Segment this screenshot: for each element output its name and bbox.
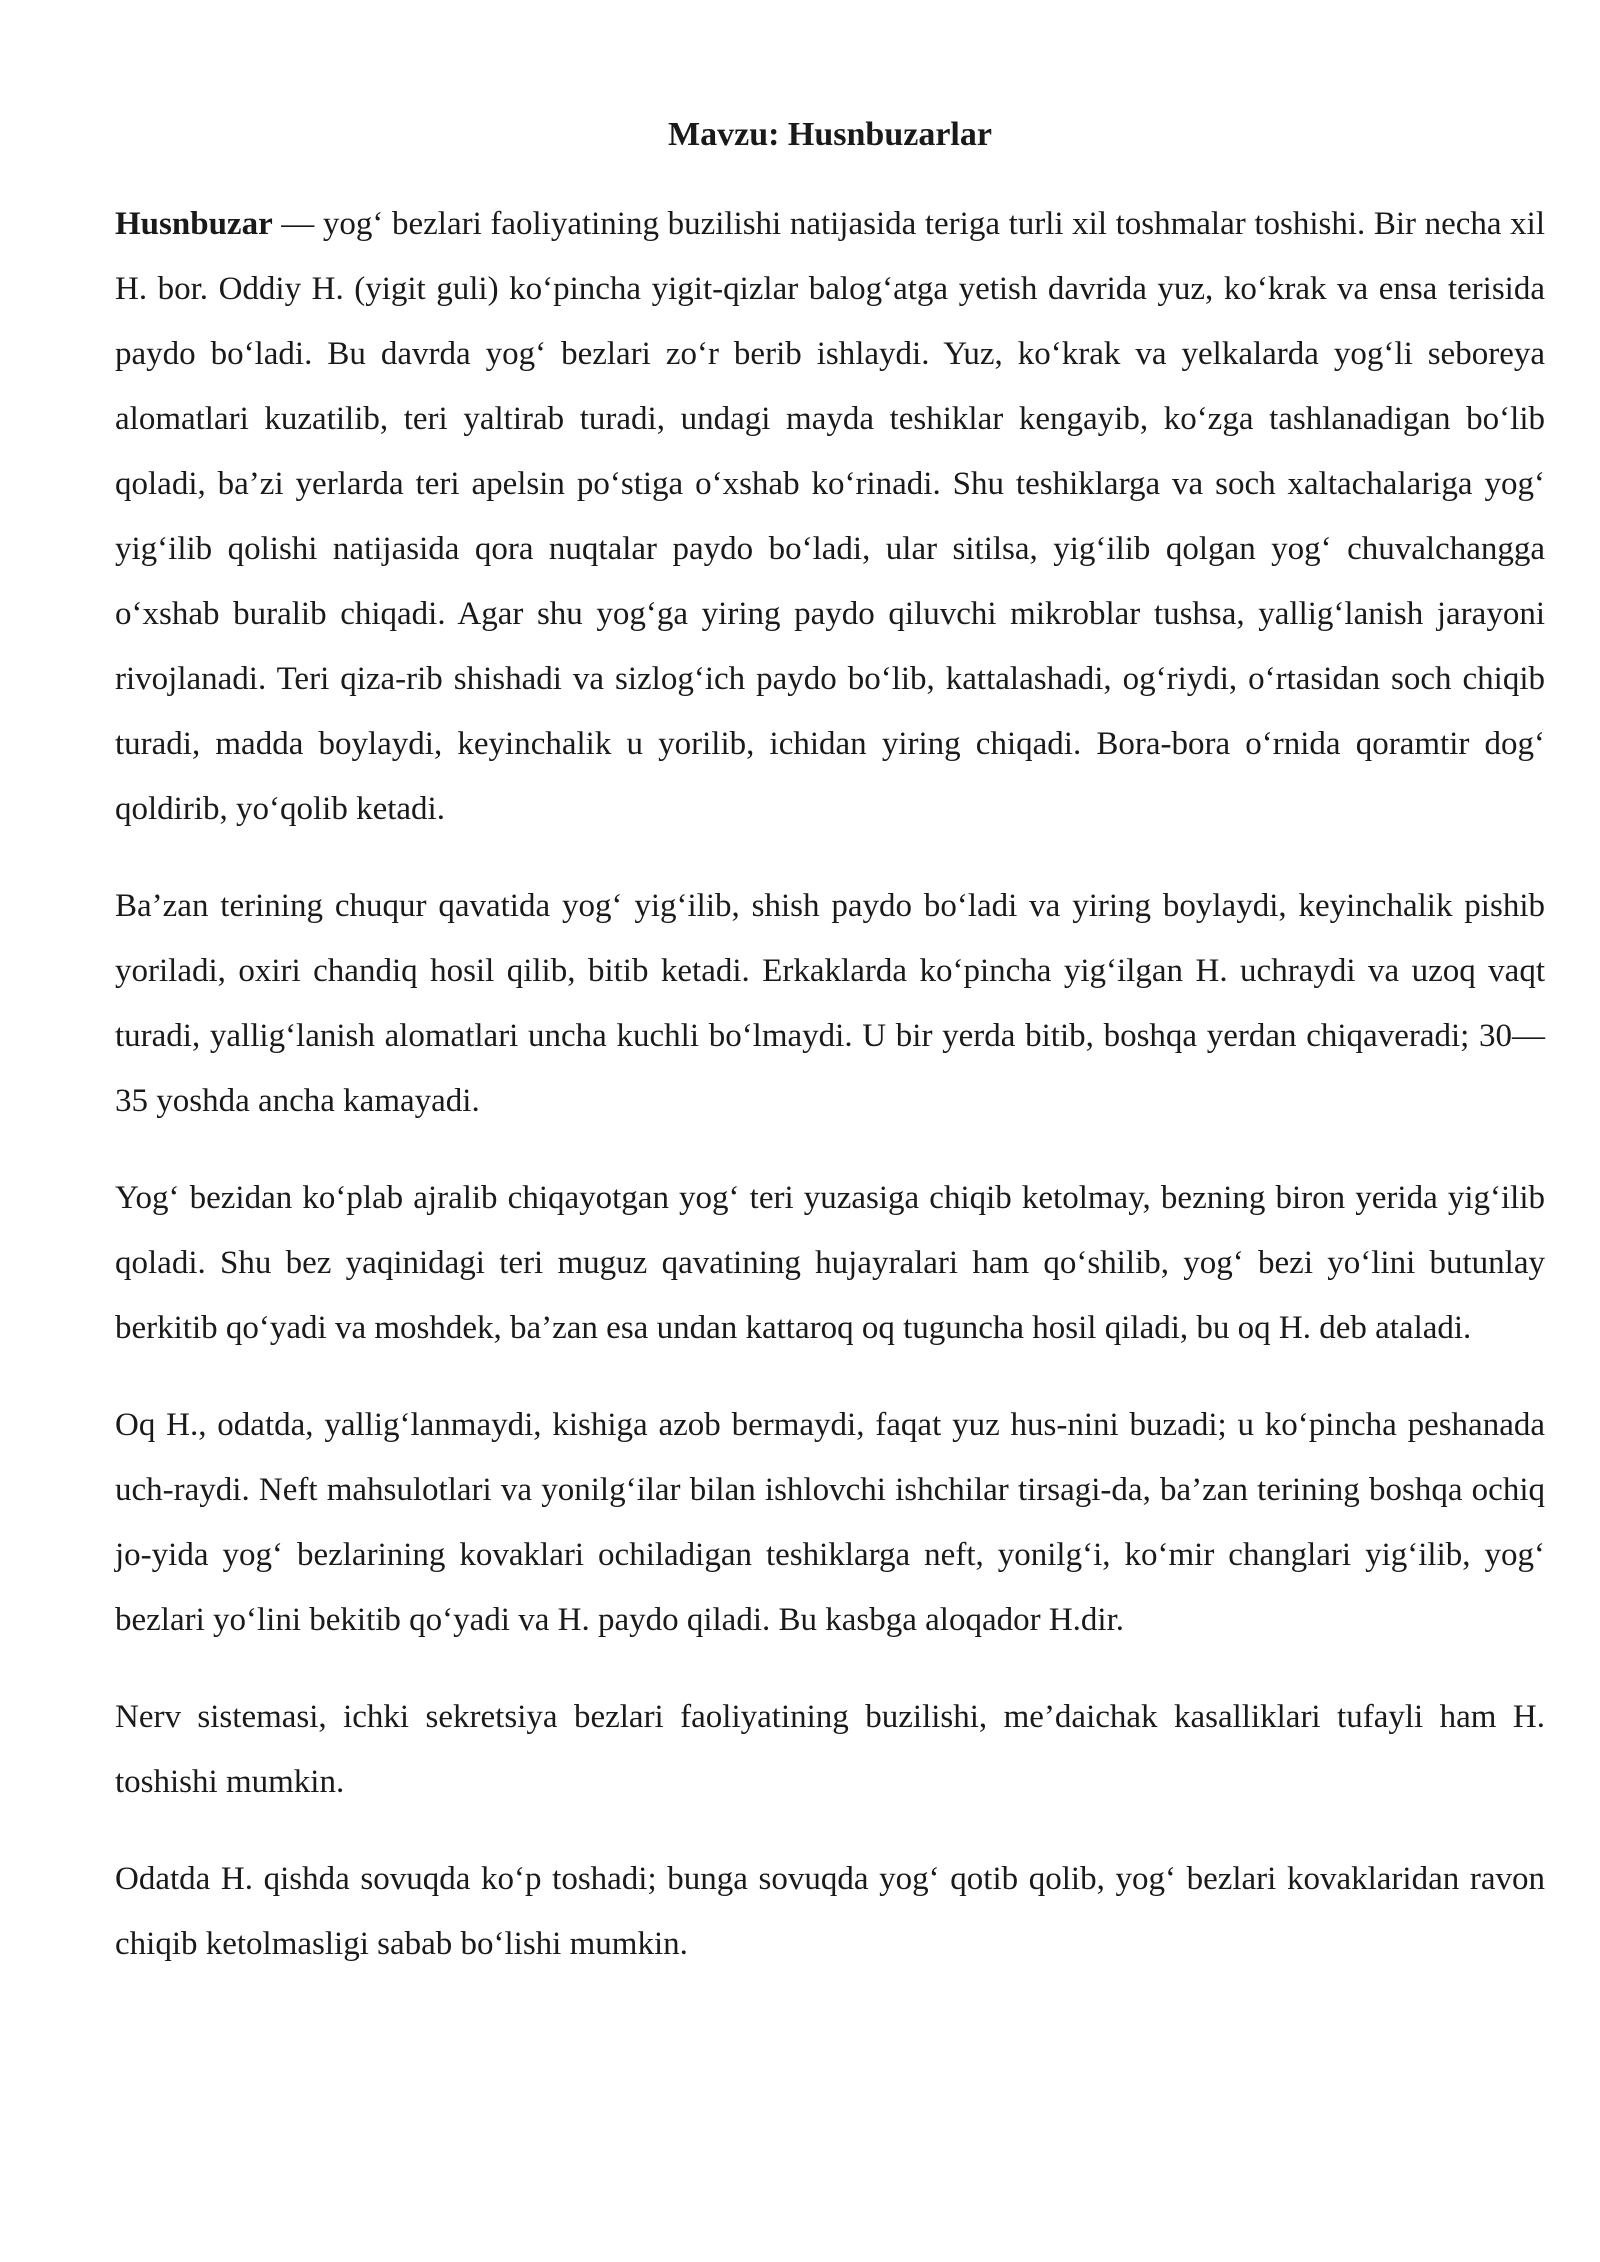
paragraph-1-text: — yog‘ bezlari faoliyatining buzilishi natijasida teriga turli xil toshmalar toshishi. Bir necha xil H. bor. Oddiy H. (yigit guli) ko‘pincha yigit-qizlar balog‘atga yetish davrida yuz, ko‘krak va ensa terisida paydo bo‘ladi. Bu davrda yog‘ bezlari zo‘r berib ishlaydi. Yuz, ko‘krak va yelkalarda yog‘li seboreya alomatlari kuzatilib, teri yaltirab turadi, undagi mayda teshiklar kengayib, ko‘zga tashlanadigan bo‘lib qoladi, ba’zi yerlarda teri apelsin po‘stiga o‘xshab ko‘rinadi. Shu teshiklarga va soch xaltachalariga yog‘ yig‘ilib qolishi natijasida qora nuqtalar paydo bo‘ladi, ular sitilsa, yig‘ilib qolgan yog‘ chuvalchangga o‘xshab buralib chiqadi. Agar shu yog‘ga yiring paydo qiluvchi mikroblar tushsa, yallig‘lanish jarayoni rivojlanadi. Teri qiza-rib shishadi va sizlog‘ich paydo bo‘lib, kattalashadi, og‘riydi, o‘rtasidan soch chiqib turadi, madda boylaydi, keyinchalik u yorilib, ichidan yiring chiqadi. Bora-bora o‘rnida qoramtir dog‘ qoldirib, yo‘qolib ketadi.: [115, 206, 1545, 827]
document-title: Mavzu: Husnbuzarlar: [668, 116, 992, 153]
paragraph-5: Nerv sistemasi, ichki sekretsiya bezlari faoliyatining buzilishi, me’daichak kasalliklari tufayli ham H. toshishi mumkin.: [115, 1699, 1545, 1800]
paragraph-6: Odatda H. qishda sovuqda ko‘p toshadi; bunga sovuqda yog‘ qotib qolib, yog‘ bezlari kovaklaridan ravon chiqib ketolmasligi sabab bo‘lishi mumkin.: [115, 1861, 1545, 1962]
document-page: [115, 110, 1545, 2009]
intro-term: Husnbuzar: [115, 206, 273, 242]
paragraph-4: Oq H., odatda, yallig‘lanmaydi, kishiga azob bermaydi, faqat yuz hus-nini buzadi; u ko‘pincha peshanada uch-raydi. Neft mahsulotlari va yonilg‘ilar bilan ishlovchi ishchilar tirsagi-da, ba’zan terining boshqa ochiq jo-yida yog‘ bezlarining kovaklari ochiladigan teshiklarga neft, yonilg‘i, ko‘mir changlari yig‘ilib, yog‘ bezlari yo‘lini bekitib qo‘yadi va H. paydo qiladi. Bu kasbga aloqador H.dir.: [115, 1407, 1545, 1638]
paragraph-2: Ba’zan terining chuqur qavatida yog‘ yig‘ilib, shish paydo bo‘ladi va yiring boylaydi, keyinchalik pishib yoriladi, oxiri chandiq hosil qilib, bitib ketadi. Erkaklarda ko‘pincha yig‘ilgan H. uchraydi va uzoq vaqt turadi, yallig‘lanish alomatlari uncha kuchli bo‘lmaydi. U bir yerda bitib, boshqa yerdan chiqaveradi; 30—35 yoshda ancha kamayadi.: [115, 888, 1545, 1119]
paragraph-1: [115, 192, 1545, 842]
paragraph-3: Yog‘ bezidan ko‘plab ajralib chiqayotgan yog‘ teri yuzasiga chiqib ketolmay, bezning biron yerida yig‘ilib qoladi. Shu bez yaqinidagi teri muguz qavatining hujayralari ham qo‘shilib, yog‘ bezi yo‘lini butunlay berkitib qo‘yadi va moshdek, ba’zan esa undan kattaroq oq tuguncha hosil qiladi, bu oq H. deb ataladi.: [115, 1180, 1545, 1346]
